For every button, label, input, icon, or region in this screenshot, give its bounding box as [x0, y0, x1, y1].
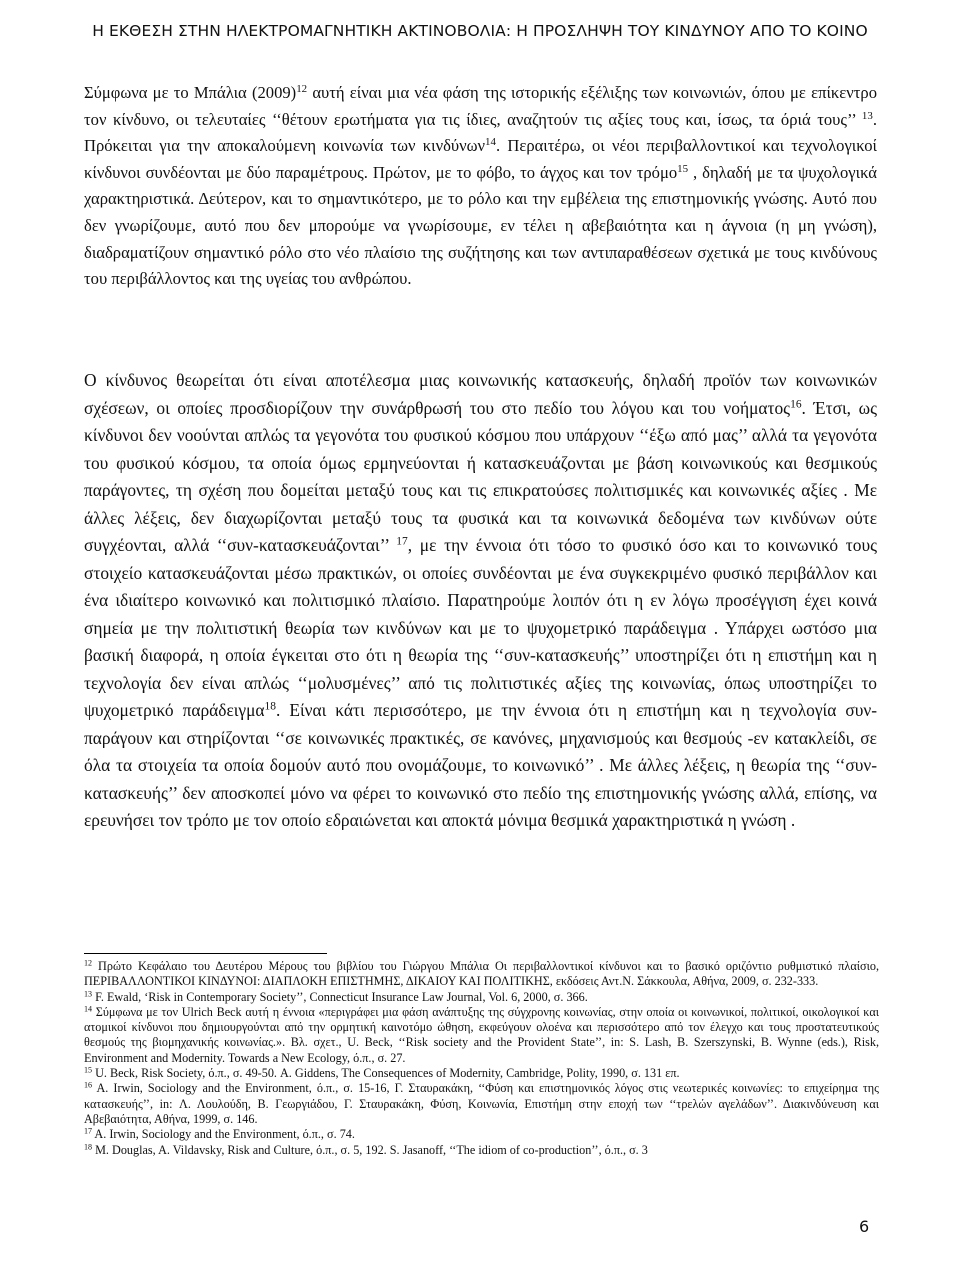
text-run: . Έτσι, ως κίνδυνοι δεν νοούνται απλώς τα γεγονότα του φυσικού κόσμου που υπάρχουν ‘‘έξω από μας’’ αλλά τα γεγονότα του φυσικού κόσμου, τα οποία όμως ερμηνεύονται ή κατασκευάζονται με βάση κοινωνικούς και θεσμικούς παράγοντες, τη σχέση που δομείται μεταξύ τους και τις επικρατούσες πολιτισμικές και κοινωνικές αξίες . Με άλλες λέξεις, δεν διαχωρίζονται μεταξύ τους τα φυσικά και τα κοινωνικά δεδομένα των κινδύνων ούτε συγχέονται, αλλά ‘‘συν-κατασκευάζονται’’ — [84, 397, 877, 555]
text-run: Ο κίνδυνος θεωρείται ότι είναι αποτέλεσμα μιας κοινωνικής κατασκευής, δηλαδή προϊόν των κοινωνικών σχέσεων, οι οποίες προσδιορίζουν την συνάρθρωσή του στο πεδίο του λόγου και του νοήματος — [84, 370, 877, 418]
footnote-15 — [84, 1066, 879, 1081]
footnote-ref-16[interactable]: 16 — [790, 398, 802, 411]
footnote-number: 16 — [84, 1080, 93, 1090]
footnote-18 — [84, 1143, 879, 1158]
footnote-text: Πρώτο Κεφάλαιο του Δευτέρου Μέρους του βιβλίου του Γιώργου Μπάλια Οι περιβαλλοντικοί κίνδυνοι και το βασικό οριζόντιο ρυθμιστικό πλαίσιο, ΠΕΡΙΒΑΛΛΟΝΤΙΚΟΙ ΚΙΝΔΥΝΟΙ: ΔΙΑΠΛΟΚΗ ΕΠΙΣΤΗΜΗΣ, ΔΙΚΑΙΟΥ ΚΑΙ ΠΟΛΙΤΙΚΗΣ, εκδόσεις Αντ.Ν. Σάκκουλα, Αθήνα, 2009, σ. 232-333. — [84, 959, 879, 989]
footnote-16 — [84, 1081, 879, 1127]
footnote-text: U. Beck, Risk Society, ό.π., σ. 49-50. A. Giddens, The Consequences of Modernity, Cambridge, Polity, 1990, σ. 131 επ. — [92, 1066, 680, 1081]
footnote-number: 14 — [84, 1004, 93, 1014]
text-run: . Είναι κάτι περισσότερο, με την έννοια ότι η επιστήμη και η τεχνολογία συν-παράγουν και στηρίζονται ‘‘σε κοινωνικές πρακτικές, σε κανόνες, μηχανισμούς και θεσμούς -εν κατακλείδι, σε όλα τα στοιχεία τα οποία δομούν αυτό που ονομάζουμε, το κοινωνικό’’ . Με άλλες λέξεις, η θεωρία της ‘‘συν-κατασκευής’’ δεν αποσκοπεί μόνο να φέρει το κοινωνικό στο πεδίο της επιστημονικής γνώσης αλλά, επίσης, να ερευνήσει τον τρόπο με τον οποίο εδραιώνεται και αποκτά μόνιμα θεσμικά χαρακτηριστικά η γνώση . — [84, 700, 877, 830]
footnote-number: 18 — [84, 1142, 93, 1152]
text-run: . Πρόκειται για την αποκαλούμενη κοινωνία των κινδύνων — [84, 109, 878, 156]
footnote-number: 15 — [84, 1065, 93, 1075]
text-run: , δηλαδή με τα ψυχολογικά χαρακτηριστικά. Δεύτερον, και το σημαντικότερο, με το ρόλο και την εμβέλεια της επιστημονικής γνώσης. Αυτό που δεν γνωρίζουμε, αυτό που δεν μπορούμε να γνωρίσουμε, εν τέλει η αβεβαιότητα και η άγνοια (η μη γνώση), διαδραματίζουν σημαντικό ρόλο στο νέο πλαίσιο της συζήτησης και των αντιπαραθέσεων σχετικά με τους κινδύνους του περιβάλλοντος και της υγείας του ανθρώπου. — [84, 162, 877, 289]
footnote-ref-13[interactable]: 13 — [856, 109, 873, 122]
footnote-12 — [84, 959, 879, 990]
footnote-number: 13 — [84, 989, 93, 999]
body-paragraph-1 — [84, 80, 877, 293]
footnote-text: Σύμφωνα με τον Ulrich Beck αυτή η έννοια «περιγράφει μια φάση ανάπτυξης της σύγχρονης κοινωνίας, στην οποία οι κοινωνικοί, πολιτικοί, οικολογικοί και ατομικοί κίνδυνοι που δημιουργούνται από την ορμητική καινοτόμο ώθηση, εκφεύγουν ολοένα και περισσότερο από τον έλεγχο και τους προστατευτικούς θεσμούς της βιομηχανικής κοινωνίας.». Βλ. σχετ., U. Beck, ‘‘Risk society and the Provident State’’, in: S. Lash, B. Szerszynski, B. Wynne (eds.), Risk, Environment and Modernity. Towards a New Ecology, ό.π., σ. 27. — [84, 1004, 879, 1065]
footnote-ref-17[interactable]: 17 — [390, 535, 408, 548]
text-run: αυτή είναι μια νέα φάση της ιστορικής εξέλιξης των κοινωνιών, όπου με επίκεντρο τον κίνδυνο, οι τελευταίες ‘‘θέτουν ερωτήματα για τις ίδιες, αναζητούν τις αξίες τους και, ίσως, τα όριά τους’’ — [84, 83, 877, 129]
footnote-text: A. Irwin, Sociology and the Environment, ό.π., σ. 74. — [92, 1127, 355, 1142]
footnote-text: M. Douglas, A. Vildavsky, Risk and Culture, ό.π., σ. 5, 192. S. Jasanoff, ‘‘The idiom of co-production’’, ό.π., σ. 3 — [92, 1142, 648, 1157]
text-run: , με την έννοια ότι τόσο το φυσικό όσο και το κοινωνικό τους στοιχείο κατασκευάζονται μέσω πρακτικών, οι οποίες συνδέονται με ένα συγκεκριμένο φυσικό περιβάλλον και ένα ιδιαίτερο κοινωνικό και πολιτισμικό πλαίσιο. Παρατηρούμε λοιπόν ότι η εν λόγω προσέγγιση έχει κοινά σημεία με την πολιτιστική θεωρία των κινδύνων και με το ψυχομετρικό παράδειγμα . Υπάρχει ωστόσο μια βασική διαφορά, η οποία έγκειται στο ότι η θεωρία της ‘‘συν-κατασκευής’’ υποστηρίζει ότι η επιστήμη και η τεχνολογία δεν είναι απλώς ‘‘μολυσμένες’’ από τις πολιτιστικές αξίες της κοινωνίας, όπως υποστηρίζει το ψυχομετρικό παράδειγμα — [84, 535, 877, 720]
footnote-ref-18[interactable]: 18 — [264, 700, 277, 713]
footnote-ref-14[interactable]: 14 — [485, 136, 496, 149]
footnote-ref-15[interactable]: 15 — [677, 162, 689, 175]
footnote-17 — [84, 1127, 879, 1142]
footnotes — [84, 959, 879, 1158]
footnote-text: A. Irwin, Sociology and the Environment, ό.π., σ. 15-16, Γ. Σταυρακάκη, ‘‘Φύση και επιστημονικός λόγος στις νεωτερικές κοινωνίες: το επιχείρημα της κατασκευής’’, in: Λ. Λουλούδη, Β. Γεωργιάδου, Γ. Σταυρακάκη, Φύση, Κοινωνία, Επιστήμη στην εποχή των ‘‘τρελών αγελάδων’’. Διακινδύνευση και Αβεβαιότητα, Αθήνα, 1999, σ. 146. — [84, 1081, 879, 1126]
footnote-separator — [84, 953, 327, 954]
body-paragraph-2 — [84, 367, 877, 835]
footnote-number: 12 — [84, 958, 93, 968]
text-run: Σύμφωνα με το Μπάλια (2009) — [84, 83, 297, 102]
footnote-ref-12[interactable]: 12 — [296, 82, 308, 95]
page-number: 6 — [859, 1217, 870, 1236]
footnote-text: F. Ewald, ‘Risk in Contemporary Society’’, Connecticut Insurance Law Journal, Vol. 6, 2000, σ. 366. — [92, 989, 588, 1004]
running-header: Η ΕΚΘΕΣΗ ΣΤΗΝ ΗΛΕΚΤΡΟΜΑΓΝΗΤΙΚΗ ΑΚΤΙΝΟΒΟΛΙΑ: Η ΠΡΟΣΛΗΨΗ ΤΟΥ ΚΙΝΔΥΝΟΥ ΑΠΟ ΤΟ ΚΟΙΝΟ — [92, 22, 868, 40]
footnote-14 — [84, 1005, 879, 1066]
footnote-number: 17 — [84, 1126, 93, 1136]
text-run: . Περαιτέρω, οι νέοι περιβαλλοντικοί και τεχνολογικοί κίνδυνοι συνδέονται με δύο παραμέτρους. Πρώτον, με το φόβο, το άγχος και τον τρόμο — [84, 136, 877, 182]
footnote-13 — [84, 990, 879, 1005]
